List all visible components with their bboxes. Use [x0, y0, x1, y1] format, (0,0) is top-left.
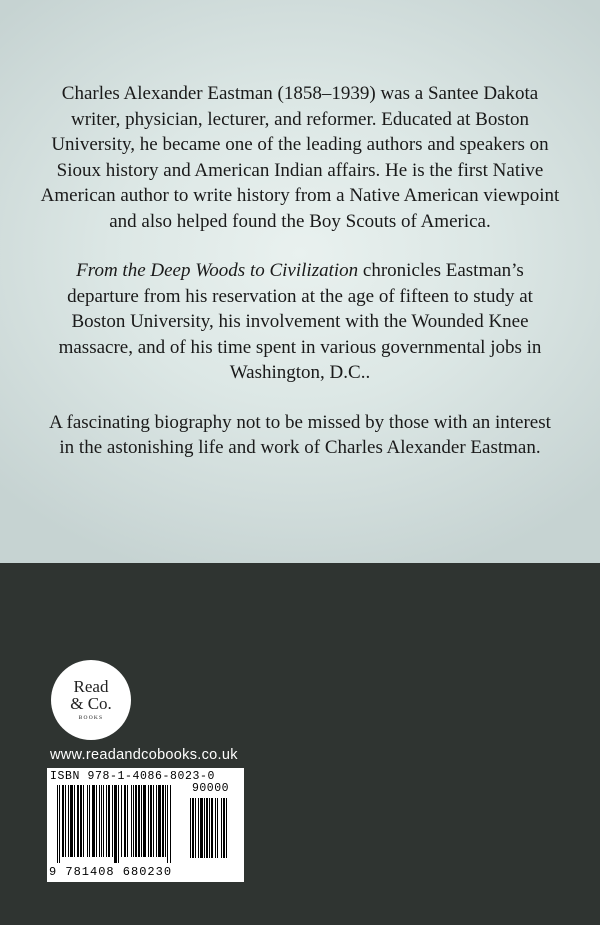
barcode-bar: [150, 785, 152, 857]
publisher-website: www.readandcobooks.co.uk: [50, 747, 238, 763]
barcode-bar: [99, 785, 100, 857]
logo-co-text: & Co.: [70, 694, 112, 713]
barcode-bar: [198, 798, 199, 858]
barcode-bar: [153, 785, 154, 857]
isbn-barcode: [47, 768, 244, 882]
barcode-bar: [143, 785, 146, 857]
barcode-bar: [87, 785, 88, 857]
barcode-bar: [200, 798, 203, 858]
barcode-bar: [221, 798, 222, 858]
barcode-bar: [170, 785, 171, 863]
barcode-bar: [192, 798, 194, 858]
barcode-bar: [114, 785, 117, 863]
addon-code: 90000: [192, 782, 230, 795]
barcode-bar: [127, 785, 128, 857]
ean-digits: 9 781408 680230: [49, 865, 173, 879]
barcode-bar: [77, 785, 79, 857]
barcode-bar: [209, 798, 210, 858]
barcode-bar: [162, 785, 164, 857]
barcode-bar: [92, 785, 95, 857]
barcode-bar: [124, 785, 126, 857]
barcode-bar: [74, 785, 75, 857]
barcode-bar: [131, 785, 132, 857]
barcode-bar: [223, 798, 225, 858]
barcode-bar: [106, 785, 107, 857]
barcode-bar: [138, 785, 140, 857]
barcode-bar: [57, 785, 58, 863]
barcode-bar: [211, 798, 213, 858]
barcode-bar: [156, 785, 157, 857]
logo-books-text: BOOKS: [78, 715, 104, 721]
barcode-bar: [70, 785, 73, 857]
book-title-italic: From the Deep Woods to Civilization: [76, 260, 359, 281]
barcode-bar: [226, 798, 227, 858]
blurb-paragraph-summary: [40, 258, 560, 386]
barcode-bar: [108, 785, 110, 857]
logo-read-text: Read: [73, 677, 109, 696]
ean-barcode-bars: [57, 785, 185, 865]
barcode-bar: [215, 798, 216, 858]
barcode-bar: [158, 785, 161, 857]
isbn-label: ISBN 978-1-4086-8023-0: [50, 770, 216, 783]
barcode-bar: [141, 785, 142, 857]
blurb-paragraph-closing: A fascinating biography not to be missed by those with an interest in the astonishing life and work of Charles Alexander Eastman.: [49, 411, 551, 458]
barcode-bar: [190, 798, 191, 858]
barcode-bar: [89, 785, 90, 857]
barcode-bar: [165, 785, 166, 857]
addon-barcode-bars: [190, 798, 240, 860]
barcode-bar: [112, 785, 113, 857]
barcode-bar: [96, 785, 97, 857]
barcode-bar: [101, 785, 102, 857]
barcode-bar: [83, 785, 84, 857]
barcode-bar: [121, 785, 122, 857]
publisher-logo: [51, 660, 131, 740]
barcode-bar: [118, 785, 119, 863]
barcode-bar: [65, 785, 66, 857]
summary-text: chronicles Eastman’s departure from his reservation at the age of fifteen to study at Boston University, his involvement with the Wounded Knee massacre, and of his time spent in various governmental jobs in Washington, D.C..: [58, 260, 542, 383]
barcode-bar: [206, 798, 208, 858]
barcode-bar: [167, 785, 168, 863]
barcode-bar: [59, 785, 60, 863]
barcode-bar: [148, 785, 149, 857]
barcode-bar: [204, 798, 205, 858]
barcode-bar: [135, 785, 137, 857]
blurb-paragraph-author: Charles Alexander Eastman (1858–1939) was a Santee Dakota writer, physician, lecturer, and reformer. Educated at Boston University, he became one of the leading authors and speakers on Sioux history and American Indian affairs. He is the first Native American author to write history from a Native American viewpoint and also helped found the Boy Scouts of America.: [40, 83, 560, 232]
barcode-bar: [217, 798, 218, 858]
barcode-bar: [133, 785, 134, 857]
barcode-bar: [195, 798, 196, 858]
barcode-bar: [103, 785, 104, 857]
back-cover-blurb: [40, 81, 560, 461]
barcode-bar: [62, 785, 64, 857]
barcode-bar: [80, 785, 82, 857]
barcode-bar: [68, 785, 69, 857]
